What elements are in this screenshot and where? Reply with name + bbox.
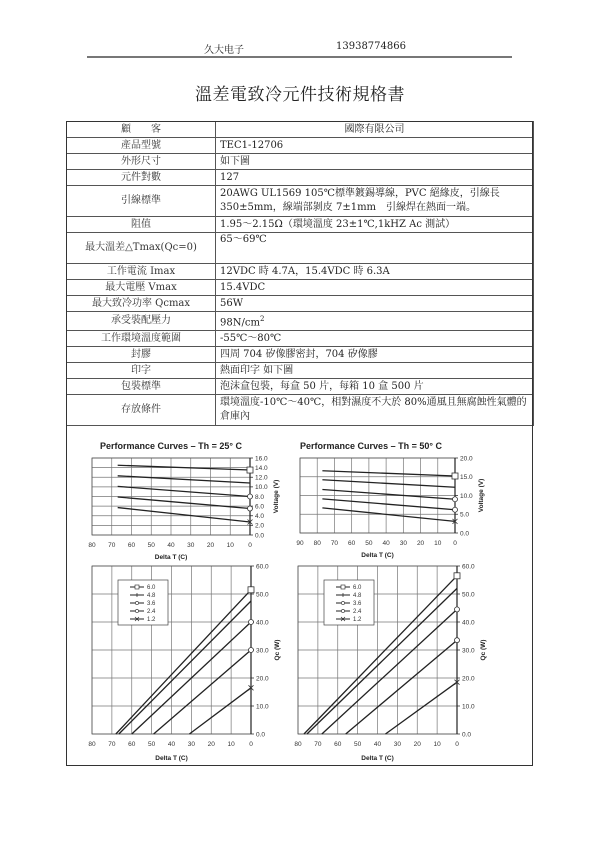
x-tick-label: 0 (455, 741, 459, 748)
x-tick-label: 10 (227, 741, 235, 748)
x-tick-label: 70 (314, 741, 322, 748)
y-tick-label: 10.0 (256, 703, 269, 711)
x-tick-label: 0 (453, 540, 457, 547)
legend-label: 6.0 (147, 585, 156, 592)
y-tick-label: 10.0 (255, 484, 268, 492)
x-tick-label: 20 (207, 741, 215, 748)
circle-marker-icon (453, 507, 458, 512)
y-tick-label: 30.0 (256, 647, 269, 655)
y-tick-label: 30.0 (462, 647, 475, 655)
x-tick-label: 20 (413, 741, 421, 748)
legend-label: 4.8 (353, 593, 362, 600)
spec-value: 四周 704 矽像膠密封，704 矽像膠 (216, 347, 534, 363)
x-tick-label: 70 (330, 540, 339, 547)
chart-2 (296, 441, 485, 559)
y-tick-label: 40.0 (462, 619, 475, 627)
x-tick-label: 50 (148, 741, 156, 748)
x-tick-label: 50 (365, 540, 373, 547)
x-tick-label: 20 (416, 540, 425, 547)
spec-value: 65～69℃ (216, 233, 534, 264)
legend-label: 3.6 (353, 601, 362, 608)
spec-value: 20AWG UL1569 105℃標準鍍錫導線，PVC 絕緣皮，引線長 350±5mm，線端部剝皮 7±1mm 引線焊在熱面一端。 (216, 186, 534, 217)
square-marker-icon (135, 585, 139, 589)
y-axis-label: Qc (W) (274, 639, 281, 661)
x-tick-label: 50 (147, 542, 155, 549)
y-tick-label: 0.0 (462, 731, 472, 739)
spec-value: 56W (216, 296, 534, 312)
x-tick-label: 20 (206, 542, 215, 549)
circle-marker-icon (455, 638, 460, 643)
y-tick-label: 20.0 (462, 675, 475, 683)
series-line-1.2 (322, 508, 455, 522)
x-tick-label: 60 (334, 741, 342, 748)
y-tick-label: 0.0 (460, 530, 470, 538)
spec-key: 外形尺寸 (67, 154, 216, 170)
page-header (0, 38, 600, 56)
spec-value: 熱面印字 如下圖 (216, 363, 534, 379)
y-tick-label: 50.0 (256, 591, 269, 599)
spec-key: 承受裝配壓力 (67, 312, 216, 331)
x-tick-label: 90 (296, 540, 304, 547)
legend-label: 1.2 (353, 617, 362, 624)
legend-label: 6.0 (353, 585, 362, 592)
spec-value: TEC1-12706 (216, 138, 534, 154)
chart-title: Performance Curves – Th = 50° C (300, 441, 442, 451)
y-tick-label: 2.0 (255, 522, 265, 530)
chart-3 (88, 563, 281, 762)
y-tick-label: 16.0 (255, 455, 268, 463)
y-tick-label: 60.0 (462, 563, 475, 571)
series-line-2.4 (346, 640, 457, 734)
x-tick-label: 30 (187, 741, 195, 748)
circle-marker-icon (249, 648, 254, 653)
circle-marker-icon (248, 494, 253, 499)
circle-marker-icon (453, 497, 458, 502)
spec-key: 封膠 (67, 347, 216, 363)
spec-value: 1.95～2.15Ω（環境溫度 23±1℃,1kHZ Ac 測試） (216, 217, 534, 233)
square-marker-icon (248, 587, 254, 593)
x-tick-label: 70 (108, 741, 116, 748)
y-tick-label: 8.0 (255, 493, 265, 501)
x-tick-label: 10 (433, 741, 441, 748)
spec-key: 工作環境溫度範圍 (67, 331, 216, 347)
spec-value: 環境溫度-10℃～40℃，相對濕度不大於 80%通風且無腐蝕性氣體的倉庫內 (216, 395, 534, 426)
x-tick-label: 40 (167, 741, 176, 748)
spec-value: 如下圖 (216, 154, 534, 170)
series-line-2.4 (154, 650, 251, 734)
x-tick-label: 10 (226, 542, 234, 549)
spec-value: $98N/cm^2$ (216, 312, 534, 331)
spec-key: 包裝標準 (67, 379, 216, 395)
x-tick-label: 0 (248, 542, 252, 549)
circle-marker-icon (248, 506, 253, 511)
x-tick-label: 60 (127, 542, 136, 549)
x-tick-label: 60 (348, 540, 356, 547)
spec-key: 阻值 (67, 217, 216, 233)
square-marker-icon (341, 585, 345, 589)
legend-label: 1.2 (147, 617, 156, 624)
x-tick-label: 40 (167, 542, 175, 549)
y-tick-label: 5.0 (460, 511, 470, 519)
x-tick-label: 30 (393, 741, 401, 748)
x-tick-label: 80 (88, 741, 96, 748)
series-line-3.6 (322, 609, 457, 734)
circle-marker-icon (341, 601, 344, 604)
header-rule (87, 56, 512, 58)
spec-value: 國際有限公司 (216, 122, 534, 138)
x-tick-label: 30 (399, 540, 407, 547)
series-line-1.2 (385, 682, 457, 734)
chart-1 (88, 441, 280, 561)
y-axis-label: Voltage (V) (478, 478, 485, 513)
series-line-4.8 (322, 480, 455, 488)
y-tick-label: 10.0 (460, 492, 473, 500)
phone-number: 13938774866 (336, 41, 406, 52)
series-line-3.6 (322, 490, 455, 500)
chart-4 (294, 563, 487, 762)
spec-key: 存放條件 (67, 395, 216, 426)
y-tick-label: 60.0 (256, 563, 269, 571)
circle-marker-icon (135, 609, 138, 612)
x-tick-label: 10 (434, 540, 442, 547)
spec-value: -55℃～80℃ (216, 331, 534, 347)
y-tick-label: 20.0 (256, 675, 269, 683)
circle-marker-icon (341, 609, 344, 612)
spec-key: 印字 (67, 363, 216, 379)
y-tick-label: 20.0 (460, 455, 473, 463)
spec-key: 顧 客 (67, 122, 216, 138)
x-tick-label: 60 (128, 741, 136, 748)
y-axis-label: Voltage (V) (273, 479, 280, 514)
circle-marker-icon (135, 601, 138, 604)
spec-key: 元件對數 (67, 170, 216, 186)
y-tick-label: 10.0 (462, 703, 475, 711)
y-tick-label: 4.0 (255, 513, 265, 521)
legend-label: 4.8 (147, 593, 156, 600)
square-marker-icon (247, 467, 253, 473)
x-axis-label: Delta T (C) (154, 554, 188, 561)
charts-svg (66, 435, 533, 766)
circle-marker-icon (455, 607, 460, 612)
x-tick-label: 70 (108, 542, 116, 549)
spec-value: 15.4VDC (216, 280, 534, 296)
y-axis-label: Qc (W) (480, 639, 487, 661)
spec-value: 泡沫盒包裝，每盒 50 片，每箱 10 盒 500 片 (216, 379, 534, 395)
spec-key: 最大電壓 Vmax (67, 280, 216, 296)
company-name: 久大电子 (204, 45, 244, 56)
circle-marker-icon (249, 620, 254, 625)
y-tick-label: 50.0 (462, 591, 475, 599)
y-tick-label: 12.0 (255, 474, 268, 482)
spec-key: 工作電流 Imax (67, 264, 216, 280)
x-tick-label: 40 (382, 540, 390, 547)
x-axis-label: Delta T (C) (155, 755, 188, 762)
x-tick-label: 80 (294, 741, 302, 748)
document-title: 溫差電致冷元件技術規格書 (195, 85, 405, 105)
legend-label: 2.4 (147, 609, 156, 616)
spec-key: 產品型號 (67, 138, 216, 154)
y-tick-label: 15.0 (460, 474, 473, 482)
y-tick-label: 0.0 (256, 731, 266, 739)
x-axis-label: Delta T (C) (361, 552, 394, 559)
performance-charts (66, 435, 533, 766)
y-tick-label: 40.0 (256, 619, 269, 627)
legend-label: 2.4 (353, 609, 362, 616)
series-line-2.4 (322, 499, 455, 510)
spec-value: 127 (216, 170, 534, 186)
y-tick-label: 14.0 (255, 464, 268, 472)
y-tick-label: 6.0 (255, 503, 265, 511)
series-line-6.0 (322, 471, 455, 476)
spec-value: 12VDC 時 4.7A，15.4VDC 時 6.3A (216, 264, 534, 280)
spec-key: 最大溫差△Tmax(Qc=0) (67, 233, 216, 264)
x-axis-label: Delta T (C) (361, 755, 394, 762)
x-tick-label: 30 (187, 542, 195, 549)
square-marker-icon (454, 573, 460, 579)
chart-title: Performance Curves – Th = 25° C (100, 441, 242, 451)
square-marker-icon (452, 473, 458, 479)
x-tick-label: 40 (373, 741, 382, 748)
spec-key: 最大致冷功率 Qcmax (67, 296, 216, 312)
x-tick-label: 80 (313, 540, 321, 547)
x-tick-label: 0 (249, 741, 253, 748)
legend-label: 3.6 (147, 601, 156, 608)
x-tick-label: 80 (88, 542, 96, 549)
y-tick-label: 0.0 (255, 532, 265, 540)
x-tick-label: 50 (354, 741, 362, 748)
spec-key: 引線標準 (67, 186, 216, 217)
